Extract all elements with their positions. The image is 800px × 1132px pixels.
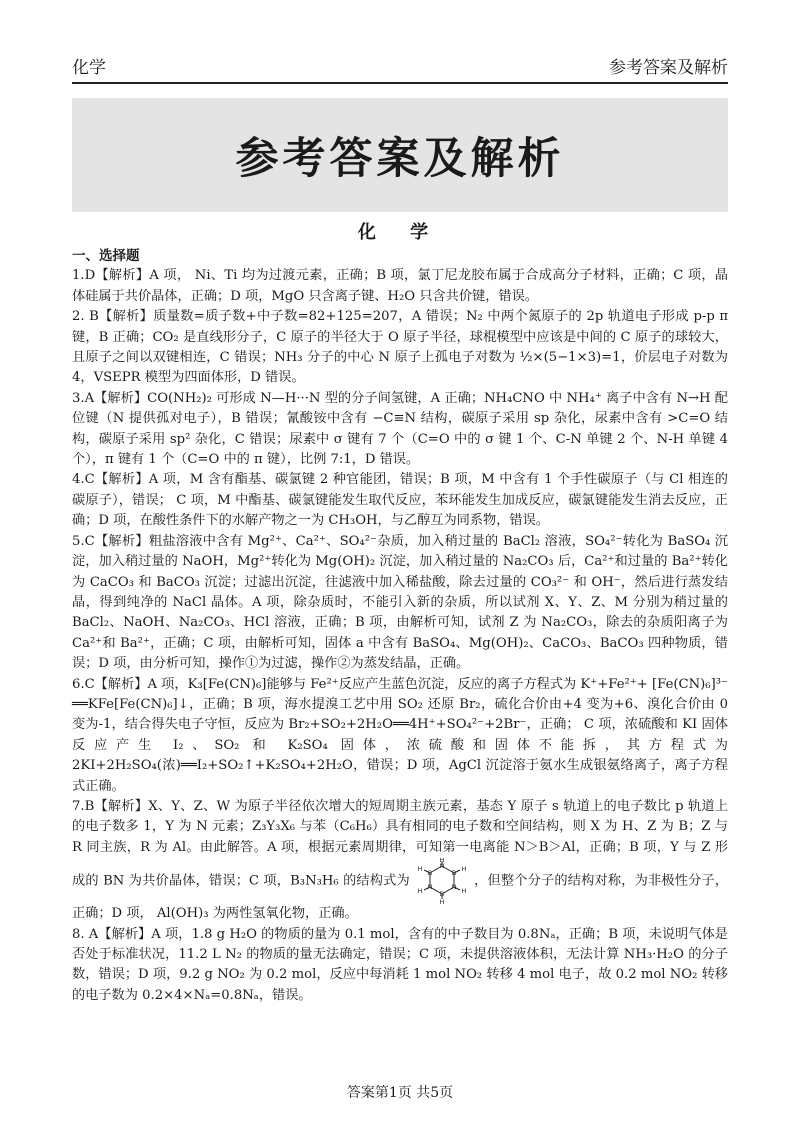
answer-5: 5.C【解析】粗盐溶液中含有 Mg²⁺、Ca²⁺、SO₄²⁻杂质，加入稍过量的 BaCl₂ 溶液，SO₄²⁻转化为 BaSO₄ 沉淀，加入稍过量的 NaOH，Mg²⁺转化为 Mg(OH)₂ 沉淀，加入稍过量的 Na₂CO₃ 后，Ca²⁺和过量的 Ba²⁺转化为 CaCO₃ 和 BaCO₃ 沉淀；过滤出沉淀，往滤液中加入稀盐酸，除去过量的 CO₃²⁻ 和 OH⁻，然后进行蒸发结晶，得到纯净的 NaCl 晶体。A 项，除杂质时，不能引入新的杂质，所以试剂 X、Y、Z、M 分别为稍过量的 BaCl₂、NaOH、Na₂CO₃、HCl 溶液，正确；B 项，由解析可知，试剂 Z 为 Na₂CO₃，除去的杂质阳离子为 Ca²⁺和 Ba²⁺，正确；C 项，由解析可知，固体 a 中含有 BaSO₄、Mg(OH)₂、CaCO₃、BaCO₃ 四种物质，错误；D 项，由分析可知，操作①为过滤，操作②为蒸发结晶，正确。 (72, 533, 728, 672)
page-title: 参考答案及解析 (235, 133, 565, 184)
atom-label: H (461, 865, 467, 874)
header-rule (72, 82, 728, 84)
atom-label: B (451, 869, 457, 878)
atom-label: H (461, 887, 467, 896)
page-footer: 答案第1页 共5页 (346, 1085, 454, 1101)
answer-7-tail: ，但整个分子的结构对称，为非极性分子，正确；D 项， Al(OH)₃ 为两性氢氧化物，正确。 (72, 873, 729, 922)
answer-2: 2. B【解析】质量数=质子数+中子数=82+125=207，A 错误；N₂ 中两个氮原子的 2p 轨道电子形成 p-p π 键，B 正确；CO₂ 是直线形分子，C 原子的半径大于 O 原子半径，球棍模型中应该是中间的 C 原子的球较大，且原子之间以双键相连，C 错误；NH₃ 分子的中心 N 原子上孤电子对数为 ½×(5−1×3)=1，价层电子对数为 4，VSEPR 模型为四面体形，D 错误。 (72, 309, 728, 386)
atom-label: B (439, 890, 445, 899)
atom-label: H (417, 865, 423, 874)
atom-label: N (427, 883, 433, 892)
header-subject: 化学 (72, 58, 106, 78)
section-title: 一、选择题 (72, 248, 140, 264)
answer-3: 3.A【解析】CO(NH₂)₂ 可形成 N—H···N 型的分子间氢键，A 正确；NH₄CNO 中 NH₄⁺ 离子中含有 N→H 配位键（N 提供孤对电子），B 错误；氰酸铵中含有 −C≡N 结构，碳原子采用 sp 杂化，尿素中含有 >C=O 结构，碳原子采用 sp² 杂化，C 错误；尿素中 σ 键有 7 个（C=O 中的 σ 键 1 个、C-N 单键 2 个、N-H 单键 4 个），π 键有 1 个（C=O 中的 π 键），比例 7:1，D 错误。 (72, 390, 728, 468)
atom-label: H (417, 887, 423, 896)
atom-label: N (451, 883, 457, 892)
answer-4: 4.C【解析】A 项，M 含有酯基、碳氯键 2 种官能团，错误；B 项，M 中含有 1 个手性碳原子（与 Cl 相连的碳原子），错误； C 项，M 中酯基、碳氯键能发生取代反应，苯环能发生加成反应，碳氯键能发生消去反应，正确；D 项，在酸性条件下的水解产物之一为 CH₃OH，与乙醇互为同系物，错误。 (72, 472, 728, 529)
answer-1: 1.D【解析】A 项， Ni、Ti 均为过渡元素，正确；B 项，氯丁尼龙胶布属于合成高分子材料，正确；C 项，晶体硅属于共价晶体，正确；D 项，MgO 只含离子键、H₂O 只含共价键，错误。 (72, 268, 728, 304)
subject-title: 化 学 (357, 222, 443, 243)
header-doc-title: 参考答案及解析 (609, 58, 728, 78)
answer-6: 6.C【解析】A 项，K₃[Fe(CN)₆]能够与 Fe²⁺反应产生蓝色沉淀，反应的离子方程式为 K⁺+Fe²⁺+ [Fe(CN)₆]³⁻ ══KFe[Fe(CN)₆]↓，正确；B 项，海水提溴工艺中用 SO₂ 还原 Br₂，硫化合价由+4 变为+6、溴化合价由 0 变为-1，结合得失电子守恒，反应为 Br₂+SO₂+2H₂O══4H⁺+SO₄²⁻+2Br⁻，正确； C 项，浓硫酸和 KI 固体反应产生 I₂、SO₂ 和 K₂SO₄ 固体，浓硫酸和固体不能拆，其方程式为 2KI+2H₂SO₄(浓)══I₂+SO₂↑+K₂SO₄+2H₂O，错误；D 项，AgCl 沉淀溶于氨水生成银氨络离子，离子方程式正确。 (72, 676, 728, 794)
answer-7-text: 7.B【解析】X、Y、Z、W 为原子半径依次增大的短周期主族元素，基态 Y 原子 s 轨道上的电子数比 p 轨道上的电子数多 1，Y 为 N 元素；Z₃Y₃X₆ 与苯（C₆H₆）具有相同的电子数和空间结构，则 X 为 H、Z 为 B；Z 与 R 同主族，R 为 Al。由此解答。A 项，根据元素周期律，可知第一电离能 N＞B＞Al，正确；B 项，Y 与 Z 形成的 BN 为共价晶体，错误；C 项，B₃N₃H₆ 的结构式为 (72, 798, 728, 889)
answer-7 (72, 797, 728, 925)
atom-label: H (439, 898, 445, 905)
answers-body (72, 246, 728, 1006)
atom-label: H (439, 858, 445, 865)
answer-8: 8. A【解析】A 项，1.8 g H₂O 的物质的量为 0.1 mol，含有的中子数目为 0.8Nₐ，正确；B 项，未说明气体是否处于标准状况，11.2 L N₂ 的物质的量无法确定，错误；C 项，未提供溶液体积，无法计算 NH₃·H₂O 的分子数，错误；D 项，9.2 g NO₂ 为 0.2 mol，反应中每消耗 1 mol NO₂ 转移 4 mol 电子，故 0.2 mol NO₂ 转移的电子数为 0.2×4×Nₐ=0.8Nₐ，错误。 (72, 926, 728, 1003)
atom-label: N (439, 862, 445, 871)
atom-label: B (427, 869, 433, 878)
title-banner (72, 98, 728, 212)
borazine-structure-diagram (410, 858, 474, 904)
page-header (72, 52, 728, 78)
